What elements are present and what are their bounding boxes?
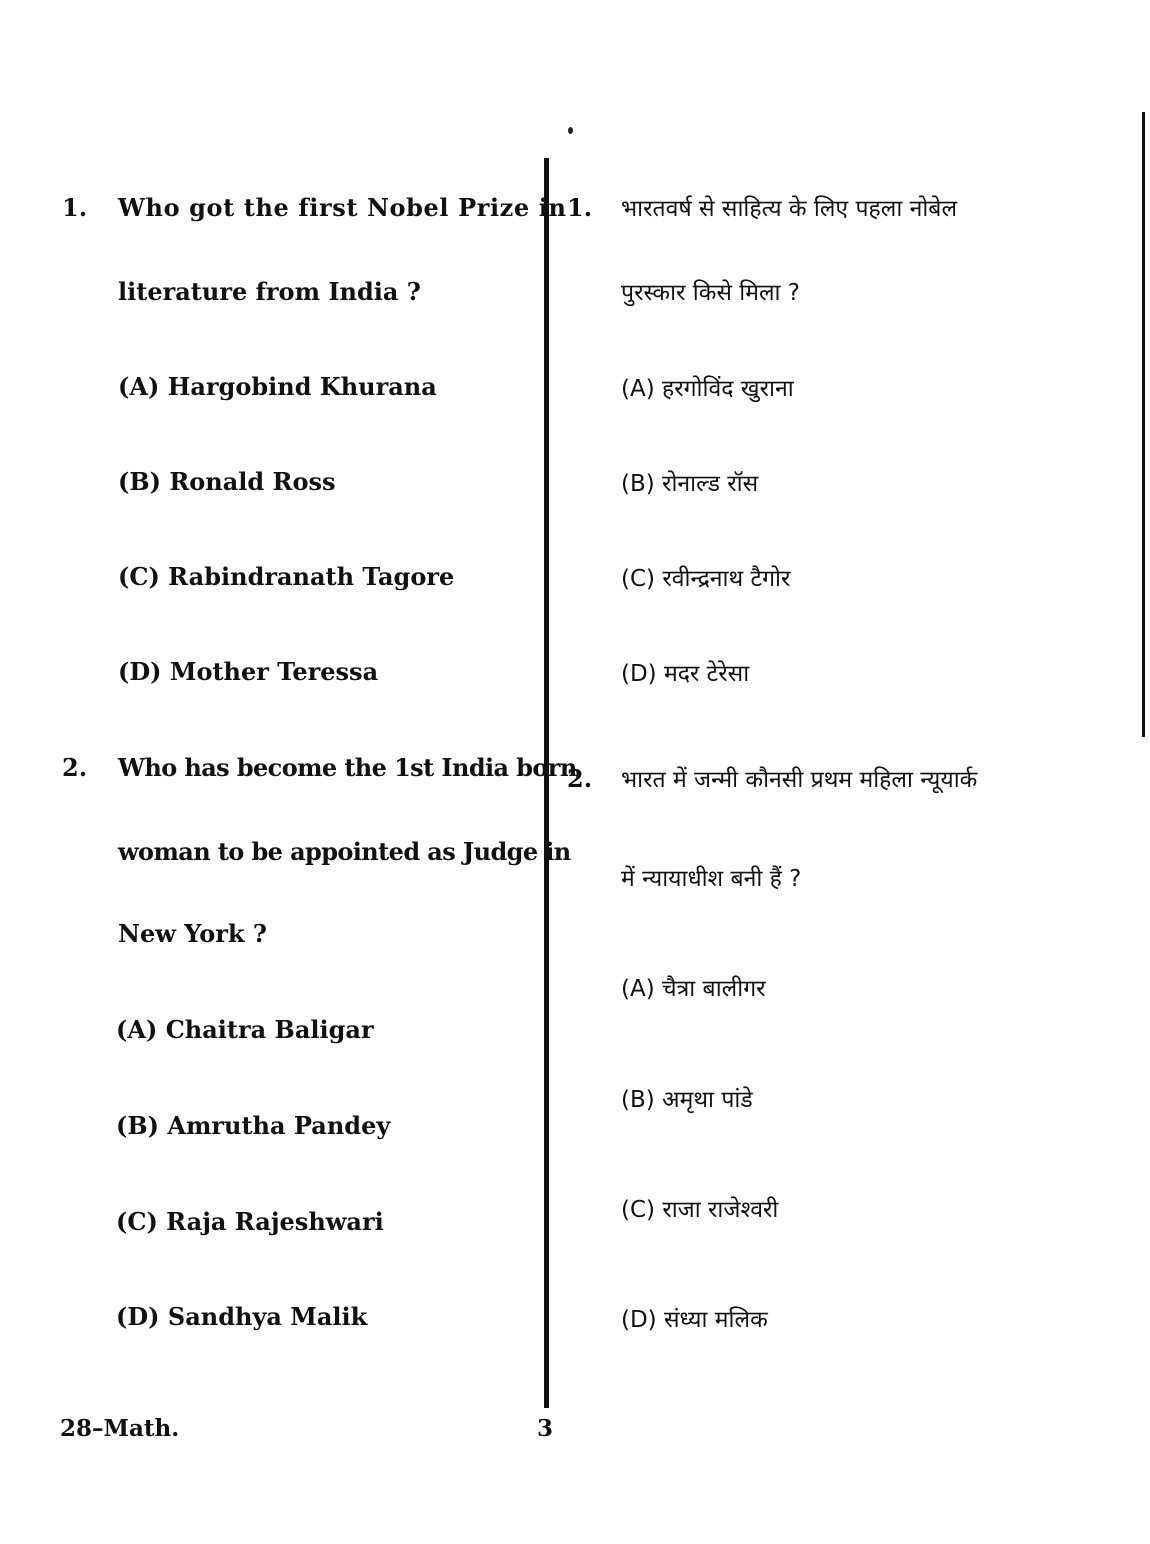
question-text-line: पुरस्कार किसे मिला ? xyxy=(621,280,801,306)
question-text-line: New York ? xyxy=(118,919,267,948)
question-text-line: भारतवर्ष से साहित्य के लिए पहला नोबेल xyxy=(621,196,958,222)
option-c: (C) रवीन्द्रनाथ टैगोर xyxy=(621,566,791,592)
question-text-line: literature from India ? xyxy=(118,277,421,306)
question-text-line: भारत में जन्मी कौनसी प्रथम महिला न्यूयार्क xyxy=(621,767,978,793)
question-text-line: Who has become the 1st India born xyxy=(118,753,577,782)
option-d: (D) Sandhya Malik xyxy=(116,1302,368,1331)
question-number: 1. xyxy=(567,193,593,222)
column-divider xyxy=(544,158,549,1408)
page-number: 3 xyxy=(537,1415,554,1442)
option-c: (C) राजा राजेश्वरी xyxy=(621,1197,779,1223)
option-d: (D) संध्या मलिक xyxy=(621,1307,768,1333)
page-edge-line xyxy=(1142,112,1145,737)
option-a: (A) हरगोविंद खुराना xyxy=(621,376,794,402)
question-number: 2. xyxy=(62,753,88,782)
question-text-line: woman to be appointed as Judge in xyxy=(118,837,571,866)
option-b: (B) रोनाल्ड रॉस xyxy=(621,471,759,497)
question-text-line: में न्यायाधीश बनी हैं ? xyxy=(621,866,802,892)
option-a: (A) Hargobind Khurana xyxy=(118,372,437,401)
option-c: (C) Raja Rajeshwari xyxy=(116,1207,384,1236)
question-number: 1. xyxy=(62,193,88,222)
scan-speck xyxy=(568,127,573,134)
option-a: (A) Chaitra Baligar xyxy=(116,1015,374,1044)
option-b: (B) अमृथा पांडे xyxy=(621,1087,753,1113)
option-d: (D) मदर टेरेसा xyxy=(621,661,750,687)
option-d: (D) Mother Teressa xyxy=(118,657,379,686)
option-b: (B) Ronald Ross xyxy=(118,467,336,496)
paper-code: 28–Math. xyxy=(60,1415,180,1442)
option-a: (A) चैत्रा बालीगर xyxy=(621,976,766,1002)
option-b: (B) Amrutha Pandey xyxy=(116,1111,391,1140)
question-number: 2. xyxy=(567,764,593,793)
question-text-line: Who got the first Nobel Prize in xyxy=(118,193,567,222)
option-c: (C) Rabindranath Tagore xyxy=(118,562,455,591)
